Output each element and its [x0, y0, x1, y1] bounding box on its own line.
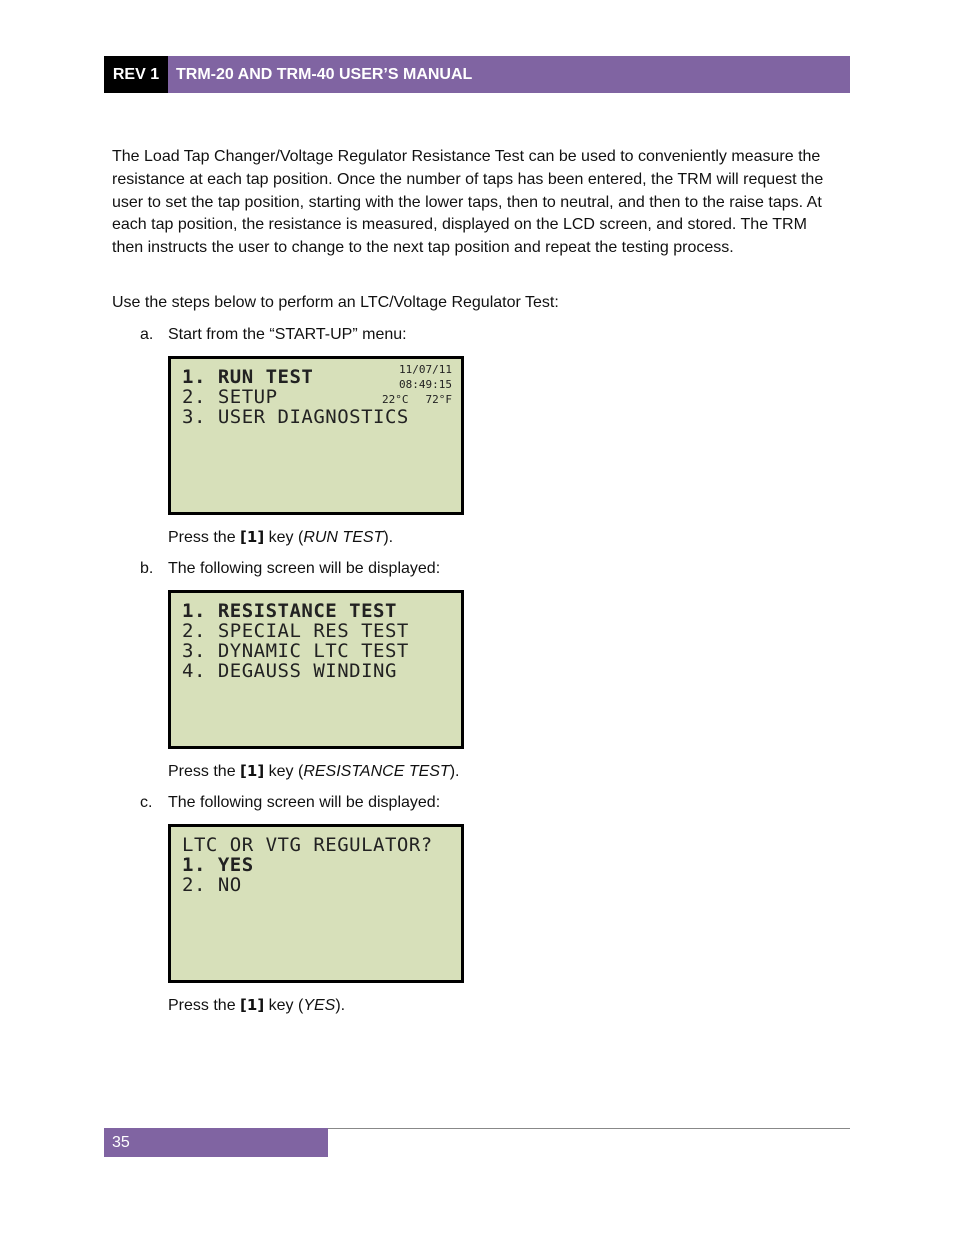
lcd-line-selected: 1. RUN TEST	[182, 366, 314, 388]
step-text: The following screen will be displayed:	[168, 560, 441, 577]
manual-title: TRM-20 AND TRM-40 USER’S MANUAL	[168, 56, 850, 93]
step-letter: c.	[140, 794, 153, 811]
press-prefix: Press the	[168, 997, 241, 1014]
step-letter: b.	[140, 560, 154, 577]
press-instruction-a	[168, 526, 393, 549]
step-letter: a.	[140, 326, 154, 343]
key-label: [1]	[240, 762, 265, 780]
press-mid: key (	[264, 763, 304, 780]
step-a	[140, 324, 407, 346]
page-header	[104, 56, 850, 93]
lcd-screen-run-test	[168, 590, 464, 749]
key-label: [1]	[240, 528, 265, 546]
press-suffix: ).	[383, 529, 394, 546]
lcd-line: LTC OR VTG REGULATOR?	[182, 834, 433, 856]
revision-label: REV 1	[104, 56, 168, 93]
lcd-line: 2. NO	[182, 874, 242, 896]
press-instruction-b	[168, 760, 459, 783]
step-text: Start from the “START-UP” menu:	[168, 326, 407, 343]
lcd-line: 3. USER DIAGNOSTICS	[182, 406, 409, 428]
press-prefix: Press the	[168, 529, 241, 546]
lcd-time: 08:49:15	[399, 378, 452, 391]
intro-paragraph: The Load Tap Changer/Voltage Regulator Resistance Test can be used to conveniently measure the resistance at each tap position. Once the number of taps has been entered, the TRM will request the user to set the tap position, starting with the lower taps, then to neutral, and then to the raise taps. At each tap position, the resistance is measured, displayed on the LCD screen, and stored. The TRM then instructs the user to change to the next tap position and repeat the testing process.	[112, 148, 824, 257]
press-label: RESISTANCE TEST	[303, 763, 450, 780]
lcd-line: 2. SPECIAL RES TEST	[182, 620, 409, 642]
footer-divider	[328, 1128, 850, 1129]
key-label: [1]	[240, 996, 265, 1014]
press-label: RUN TEST	[303, 529, 384, 546]
press-mid: key (	[264, 997, 304, 1014]
press-instruction-c	[168, 994, 345, 1017]
step-text: The following screen will be displayed:	[168, 794, 441, 811]
lcd-temp-c: 22°C	[382, 393, 409, 406]
press-mid: key (	[264, 529, 304, 546]
lcd-line: 3. DYNAMIC LTC TEST	[182, 640, 409, 662]
press-prefix: Press the	[168, 763, 241, 780]
lcd-line: 4. DEGAUSS WINDING	[182, 660, 397, 682]
lcd-temp-f: 72°F	[425, 393, 452, 406]
steps-intro: Use the steps below to perform an LTC/Voltage Regulator Test:	[112, 294, 559, 311]
page-number: 35	[104, 1128, 328, 1157]
step-c	[140, 792, 440, 814]
lcd-line-selected: 1. YES	[182, 854, 254, 876]
lcd-date: 11/07/11	[399, 363, 452, 376]
lcd-line-selected: 1. RESISTANCE TEST	[182, 600, 397, 622]
lcd-line: 2. SETUP	[182, 386, 278, 408]
press-label: YES	[303, 997, 336, 1014]
lcd-screen-ltc	[168, 824, 464, 983]
step-b	[140, 558, 440, 580]
press-suffix: ).	[449, 763, 460, 780]
lcd-screen-startup	[168, 356, 464, 515]
press-suffix: ).	[335, 997, 346, 1014]
